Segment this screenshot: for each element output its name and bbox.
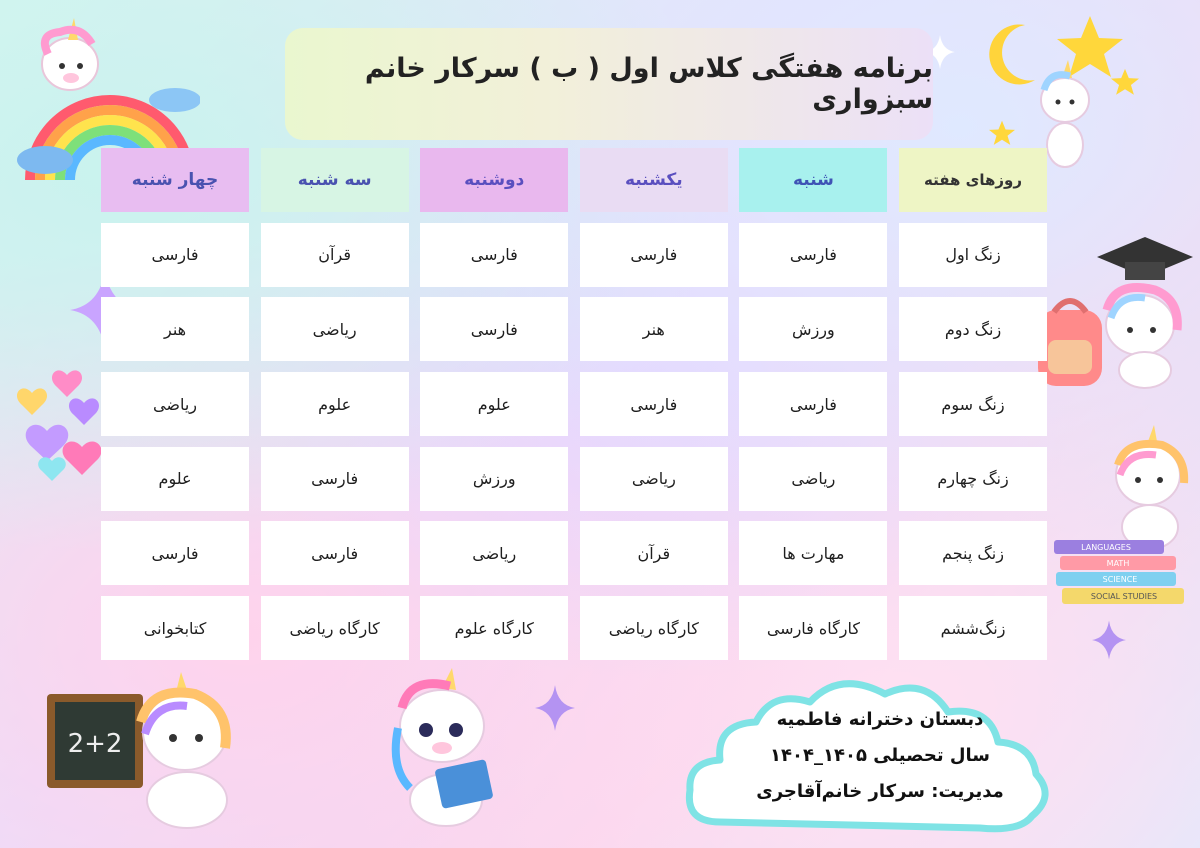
heart-icon <box>12 365 107 490</box>
book-label: SCIENCE <box>1102 575 1138 584</box>
table-cell: فارسی <box>101 223 249 287</box>
chalkboard-text: 2+2 <box>67 729 123 759</box>
table-cell: کارگاه ریاضی <box>580 596 728 660</box>
sparkle-icon <box>1092 620 1126 660</box>
table-cell: کارگاه فارسی <box>739 596 887 660</box>
unicorn-icon <box>115 672 255 832</box>
unicorn-icon <box>380 668 510 833</box>
table-cell: فارسی <box>420 297 568 361</box>
principal-name: مدیریت: سرکار خانم‌آقاجری <box>756 781 1004 802</box>
page-title: برنامه هفتگی کلاس اول ( ب ) سرکار خانم سبزواری <box>364 53 933 115</box>
table-cell: ریاضی <box>739 447 887 511</box>
books-icon <box>1050 538 1190 610</box>
school-name: دبستان دخترانه فاطمیه <box>776 709 984 730</box>
bell-label: زنگ اول <box>899 223 1047 287</box>
table-cell: کارگاه ریاضی <box>261 596 409 660</box>
book-label: SOCIAL STUDIES <box>1090 592 1158 601</box>
table-cell: فارسی <box>739 372 887 436</box>
table-cell: ریاضی <box>580 447 728 511</box>
table-cell: فارسی <box>261 447 409 511</box>
table-cell: ورزش <box>420 447 568 511</box>
school-info <box>730 702 1030 810</box>
star-icon <box>988 120 1016 146</box>
day-header: چهار شنبه <box>101 148 249 212</box>
unicorn-icon <box>30 14 110 99</box>
table-cell: کارگاه علوم <box>420 596 568 660</box>
book-label: LANGUAGES <box>1081 543 1131 552</box>
table-cell: فارسی <box>420 223 568 287</box>
header-corner: روزهای هفته <box>899 148 1047 212</box>
bell-label: زنگ‌ششم <box>899 596 1047 660</box>
table-cell: علوم <box>420 372 568 436</box>
table-cell: قرآن <box>580 521 728 585</box>
unicorn-icon <box>1085 270 1195 390</box>
table-cell: ورزش <box>739 297 887 361</box>
day-header: سه شنبه <box>261 148 409 212</box>
table-cell: علوم <box>101 447 249 511</box>
table-cell: هنر <box>101 297 249 361</box>
table-cell: فارسی <box>580 223 728 287</box>
table-cell: مهارت ها <box>739 521 887 585</box>
table-cell: ریاضی <box>261 297 409 361</box>
table-cell: هنر <box>580 297 728 361</box>
day-header: دوشنبه <box>420 148 568 212</box>
table-cell: کتابخوانی <box>101 596 249 660</box>
table-cell: فارسی <box>101 521 249 585</box>
table-cell: فارسی <box>261 521 409 585</box>
day-header: یکشنبه <box>580 148 728 212</box>
unicorn-icon <box>1100 425 1195 555</box>
table-cell: فارسی <box>580 372 728 436</box>
day-header: شنبه <box>739 148 887 212</box>
weekly-schedule-table <box>101 148 1047 660</box>
bell-label: زنگ پنجم <box>899 521 1047 585</box>
book-label: MATH <box>1106 559 1130 568</box>
title-box <box>285 28 933 140</box>
table-cell: فارسی <box>739 223 887 287</box>
star-icon <box>1110 68 1140 96</box>
bell-label: زنگ سوم <box>899 372 1047 436</box>
table-cell: قرآن <box>261 223 409 287</box>
bell-label: زنگ چهارم <box>899 447 1047 511</box>
academic-year: سال تحصیلی ۱۴۰۵_۱۴۰۴ <box>770 745 990 766</box>
bell-label: زنگ دوم <box>899 297 1047 361</box>
table-cell: ریاضی <box>420 521 568 585</box>
table-cell: ریاضی <box>101 372 249 436</box>
table-cell: علوم <box>261 372 409 436</box>
sparkle-icon <box>535 685 575 731</box>
